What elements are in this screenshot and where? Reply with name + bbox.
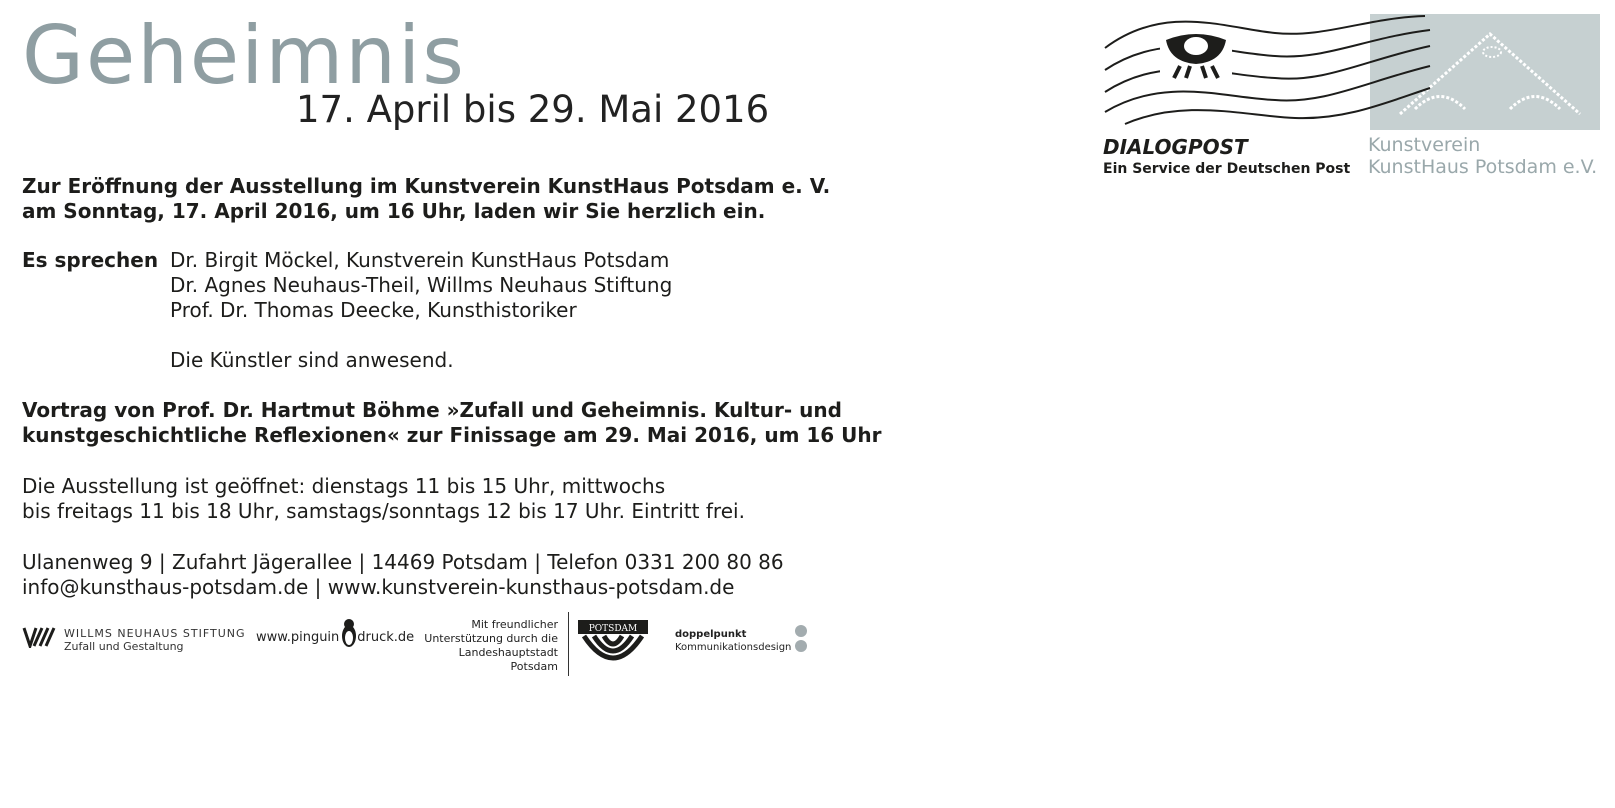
- speaker-item: Prof. Dr. Thomas Deecke, Kunsthistoriker: [170, 298, 577, 322]
- lecture-line-2: kunstgeschichtliche Reflexionen« zur Finissage am 29. Mai 2016, um 16 Uhr: [22, 423, 882, 447]
- sponsor-divider: [568, 612, 569, 676]
- invitation-line-1: Zur Eröffnung der Ausstellung im Kunstverein KunstHaus Potsdam e. V.: [22, 174, 831, 198]
- doppelpunkt-dots-icon: [794, 624, 808, 654]
- pinguin-url-part-1: www.pinguin: [256, 630, 340, 645]
- exhibition-title: Geheimnis: [22, 9, 466, 102]
- willms-neuhaus-name: WILLMS NEUHAUS STIFTUNG: [64, 627, 246, 640]
- penguin-icon: [340, 618, 358, 648]
- opening-hours: [22, 474, 745, 524]
- lecture-info: [22, 398, 882, 448]
- speaker-item: Dr. Birgit Möckel, Kunstverein KunstHaus Potsdam: [170, 248, 670, 272]
- pinguin-url-part-2: druck.de: [357, 630, 415, 645]
- artists-present-note: Die Künstler sind anwesend.: [170, 348, 454, 372]
- dialogpost-label: DIALOGPOST: [1103, 135, 1248, 159]
- pinguin-druck-logo: [256, 630, 414, 646]
- support-line: Unterstützung durch die: [424, 632, 558, 645]
- speakers-list: [170, 248, 672, 323]
- contact-info: [22, 550, 784, 600]
- potsdam-city-logo-icon: [576, 618, 650, 664]
- support-line: Mit freundlicher: [471, 618, 558, 631]
- potsdam-logo-text: POTSDAM: [588, 624, 638, 634]
- speakers-label: Es sprechen: [22, 248, 159, 272]
- doppelpunkt-name: doppelpunkt: [675, 629, 747, 640]
- willms-neuhaus-logo-icon: [22, 626, 60, 648]
- doppelpunkt-logo: [675, 628, 791, 654]
- kunstverein-line-2: KunstHaus Potsdam e.V.: [1368, 156, 1598, 178]
- deutsche-post-horn-icon: [1160, 30, 1232, 86]
- hours-line-1: Die Ausstellung ist geöffnet: dienstags 11 bis 15 Uhr, mittwochs: [22, 474, 666, 498]
- postmark-waves-icon: [1095, 8, 1435, 132]
- support-line: Landeshauptstadt: [458, 646, 558, 659]
- lecture-line-1: Vortrag von Prof. Dr. Hartmut Böhme »Zufall und Geheimnis. Kultur- und: [22, 398, 842, 422]
- exhibition-dates: 17. April bis 29. Mai 2016: [296, 88, 770, 131]
- address-line: Ulanenweg 9 | Zufahrt Jägerallee | 14469 Potsdam | Telefon 0331 200 80 86: [22, 550, 784, 574]
- doppelpunkt-subtitle: Kommunikationsdesign: [675, 642, 792, 653]
- invitation-line-2: am Sonntag, 17. April 2016, um 16 Uhr, laden wir Sie herzlich ein.: [22, 199, 766, 223]
- dialogpost-subtitle: Ein Service der Deutschen Post: [1103, 161, 1351, 177]
- speaker-item: Dr. Agnes Neuhaus-Theil, Willms Neuhaus Stiftung: [170, 273, 673, 297]
- kunstverein-line-1: Kunstverein: [1368, 134, 1481, 156]
- kunstverein-name: [1368, 134, 1597, 178]
- city-support-note: [418, 618, 558, 674]
- support-line: Potsdam: [510, 660, 558, 673]
- web-email-line: info@kunsthaus-potsdam.de | www.kunstverein-kunsthaus-potsdam.de: [22, 575, 735, 599]
- opening-invitation: [22, 174, 830, 224]
- hours-line-2: bis freitags 11 bis 18 Uhr, samstags/sonntags 12 bis 17 Uhr. Eintritt frei.: [22, 499, 745, 523]
- willms-neuhaus-subtitle: Zufall und Gestaltung: [64, 640, 184, 653]
